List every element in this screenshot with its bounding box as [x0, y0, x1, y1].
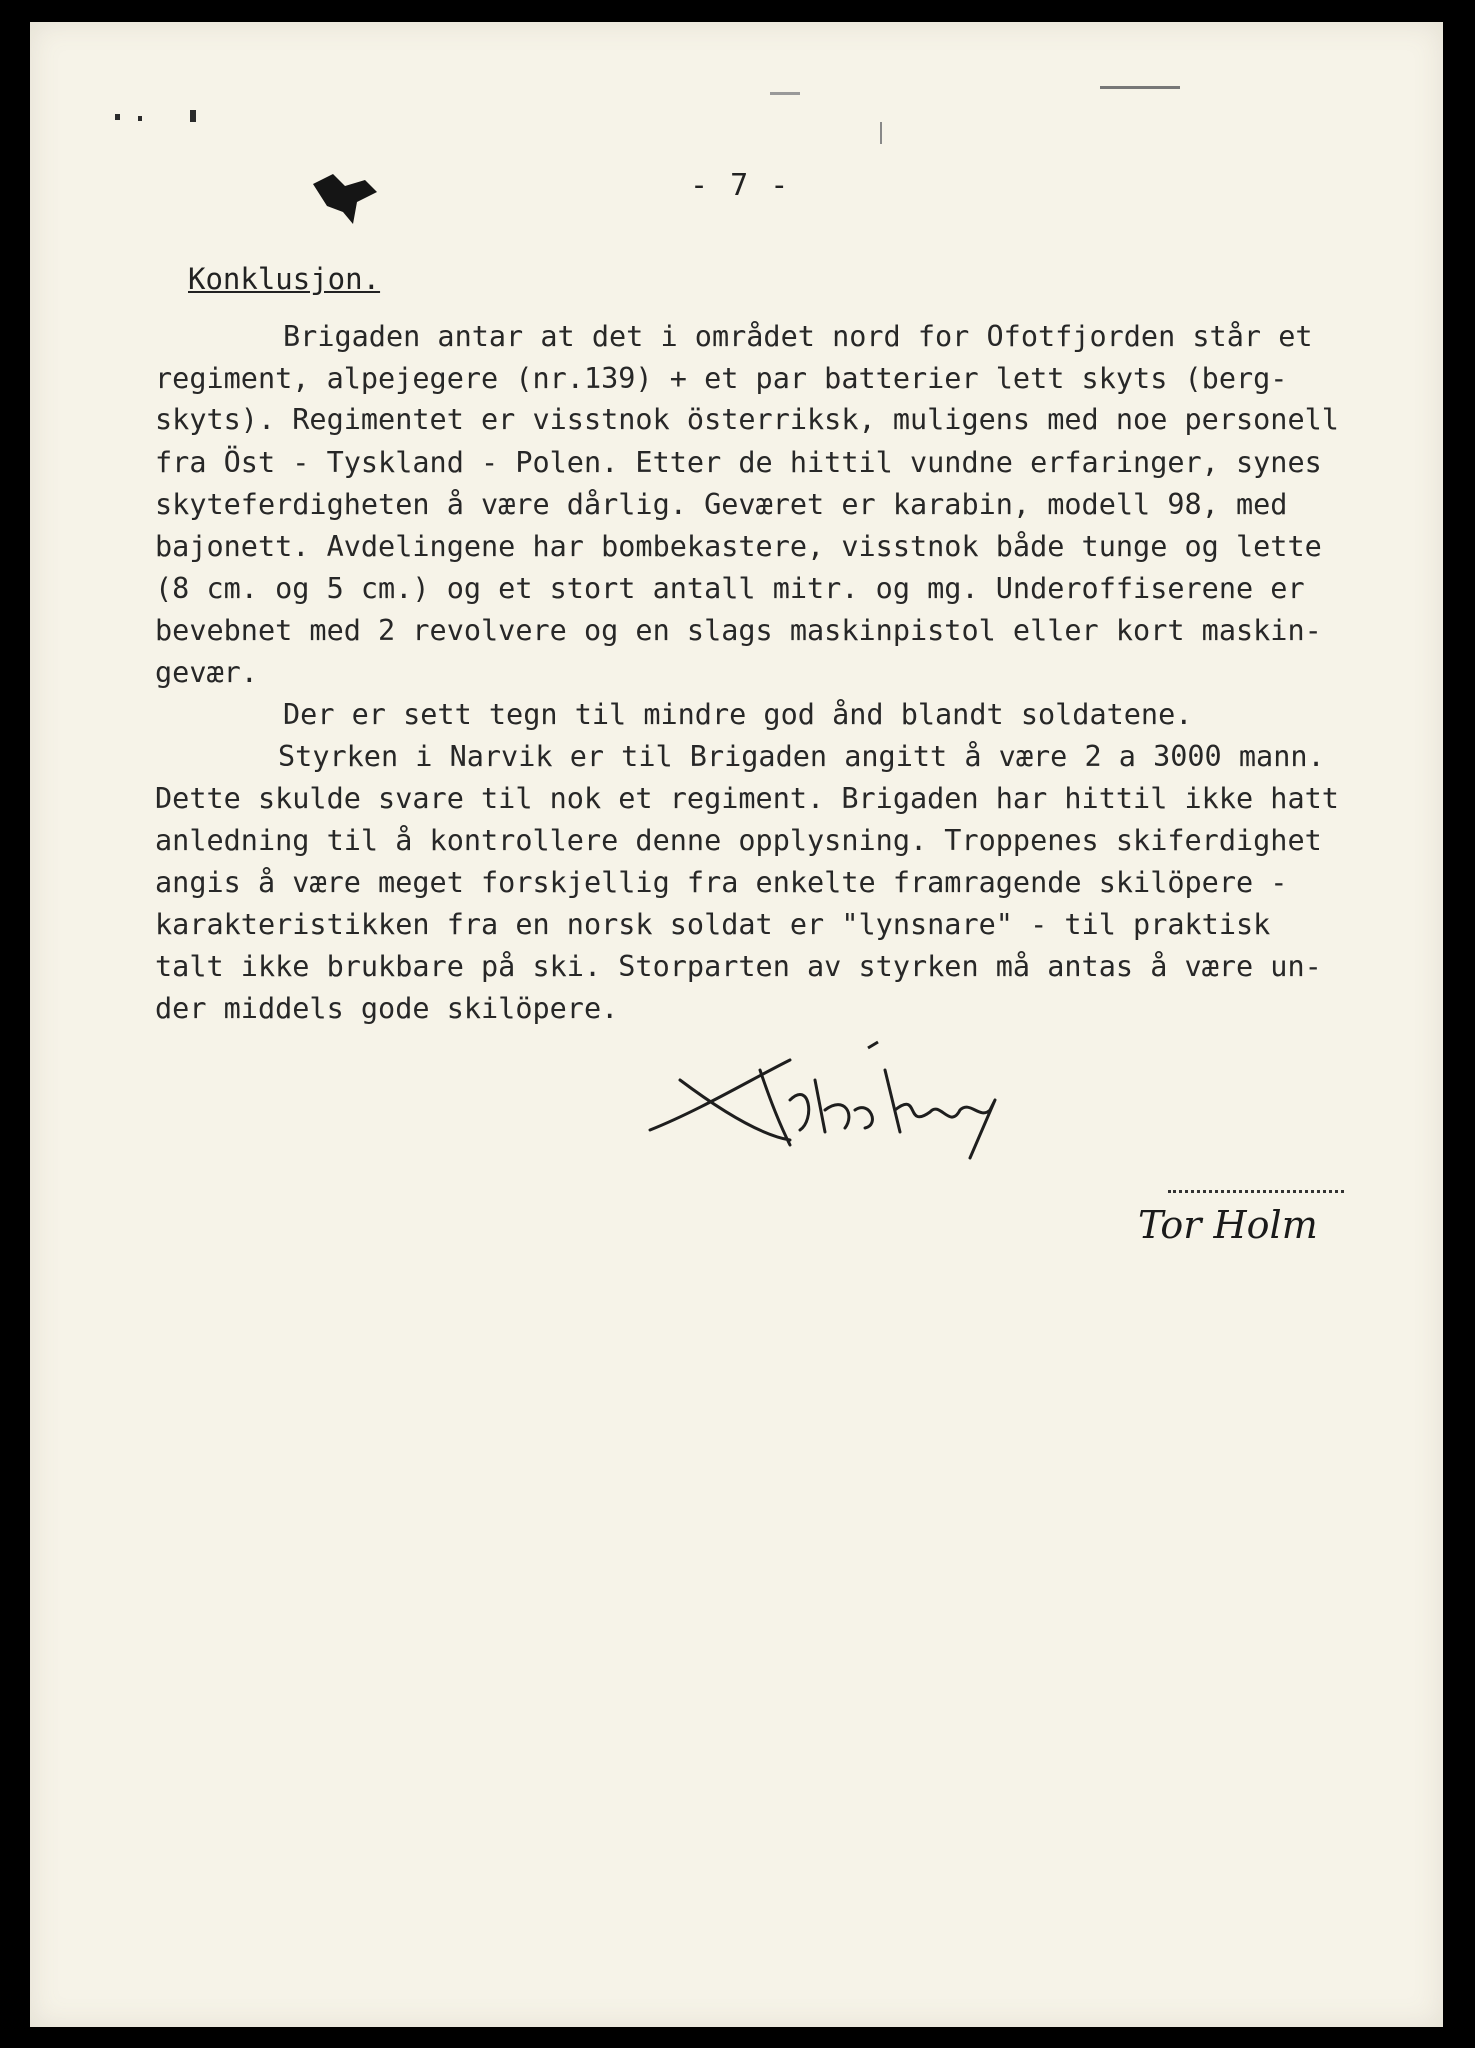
ink-mark — [880, 122, 882, 144]
text-line: der middels gode skilöpere. — [155, 992, 619, 1025]
text-line: Der er sett tegn til mindre god ånd blandt soldatene. — [283, 698, 1193, 731]
ink-mark — [115, 114, 120, 120]
handwritten-name: Tor Holm — [1138, 1203, 1318, 1247]
text-line: (8 cm. og 5 cm.) og et stort antall mitr. og mg. Underoffiserene er — [155, 572, 1305, 605]
text-line: skyteferdigheten å være dårlig. Geværet er karabin, modell 98, med — [155, 488, 1288, 521]
text-line: gevær. — [155, 656, 258, 689]
ink-mark — [190, 110, 196, 122]
ink-mark — [1100, 86, 1180, 89]
text-line: talt ikke brukbare på ski. Storparten av styrken må antas å være un- — [155, 950, 1322, 983]
handwritten-signature — [640, 1040, 1020, 1160]
ink-mark — [770, 92, 800, 95]
text-line: Dette skulde svare til nok et regiment. Brigaden har hittil ikke hatt — [155, 782, 1339, 815]
text-line: Brigaden antar at det i området nord for Ofotfjorden står et — [283, 320, 1313, 353]
text-line: Styrken i Narvik er til Brigaden angitt å være 2 a 3000 mann. — [278, 740, 1325, 773]
text-line: fra Öst - Tyskland - Polen. Etter de hittil vundne erfaringer, synes — [155, 446, 1322, 479]
ink-blot — [305, 162, 395, 242]
ink-mark — [138, 116, 142, 121]
text-line: bevebnet med 2 revolvere og en slags maskinpistol eller kort maskin- — [155, 614, 1322, 647]
text-line: anledning til å kontrollere denne opplysning. Troppenes skiferdighet — [155, 824, 1322, 857]
text-line: skyts). Regimentet er visstnok österriksk, muligens med noe personell — [155, 403, 1339, 436]
text-line: angis å være meget forskjellig fra enkelte framragende skilöpere - — [155, 866, 1288, 899]
signature-line — [1168, 1190, 1344, 1193]
conclusion-heading: Konklusjon. — [188, 262, 381, 296]
text-line: bajonett. Avdelingene har bombekastere, visstnok både tunge og lette — [155, 530, 1322, 563]
text-line: karakteristikken fra en norsk soldat er "lynsnare" - til praktisk — [155, 908, 1271, 941]
page-number: - 7 - — [690, 168, 791, 203]
text-line: regiment, alpejegere (nr.139) + et par batterier lett skyts (berg- — [155, 362, 1288, 395]
